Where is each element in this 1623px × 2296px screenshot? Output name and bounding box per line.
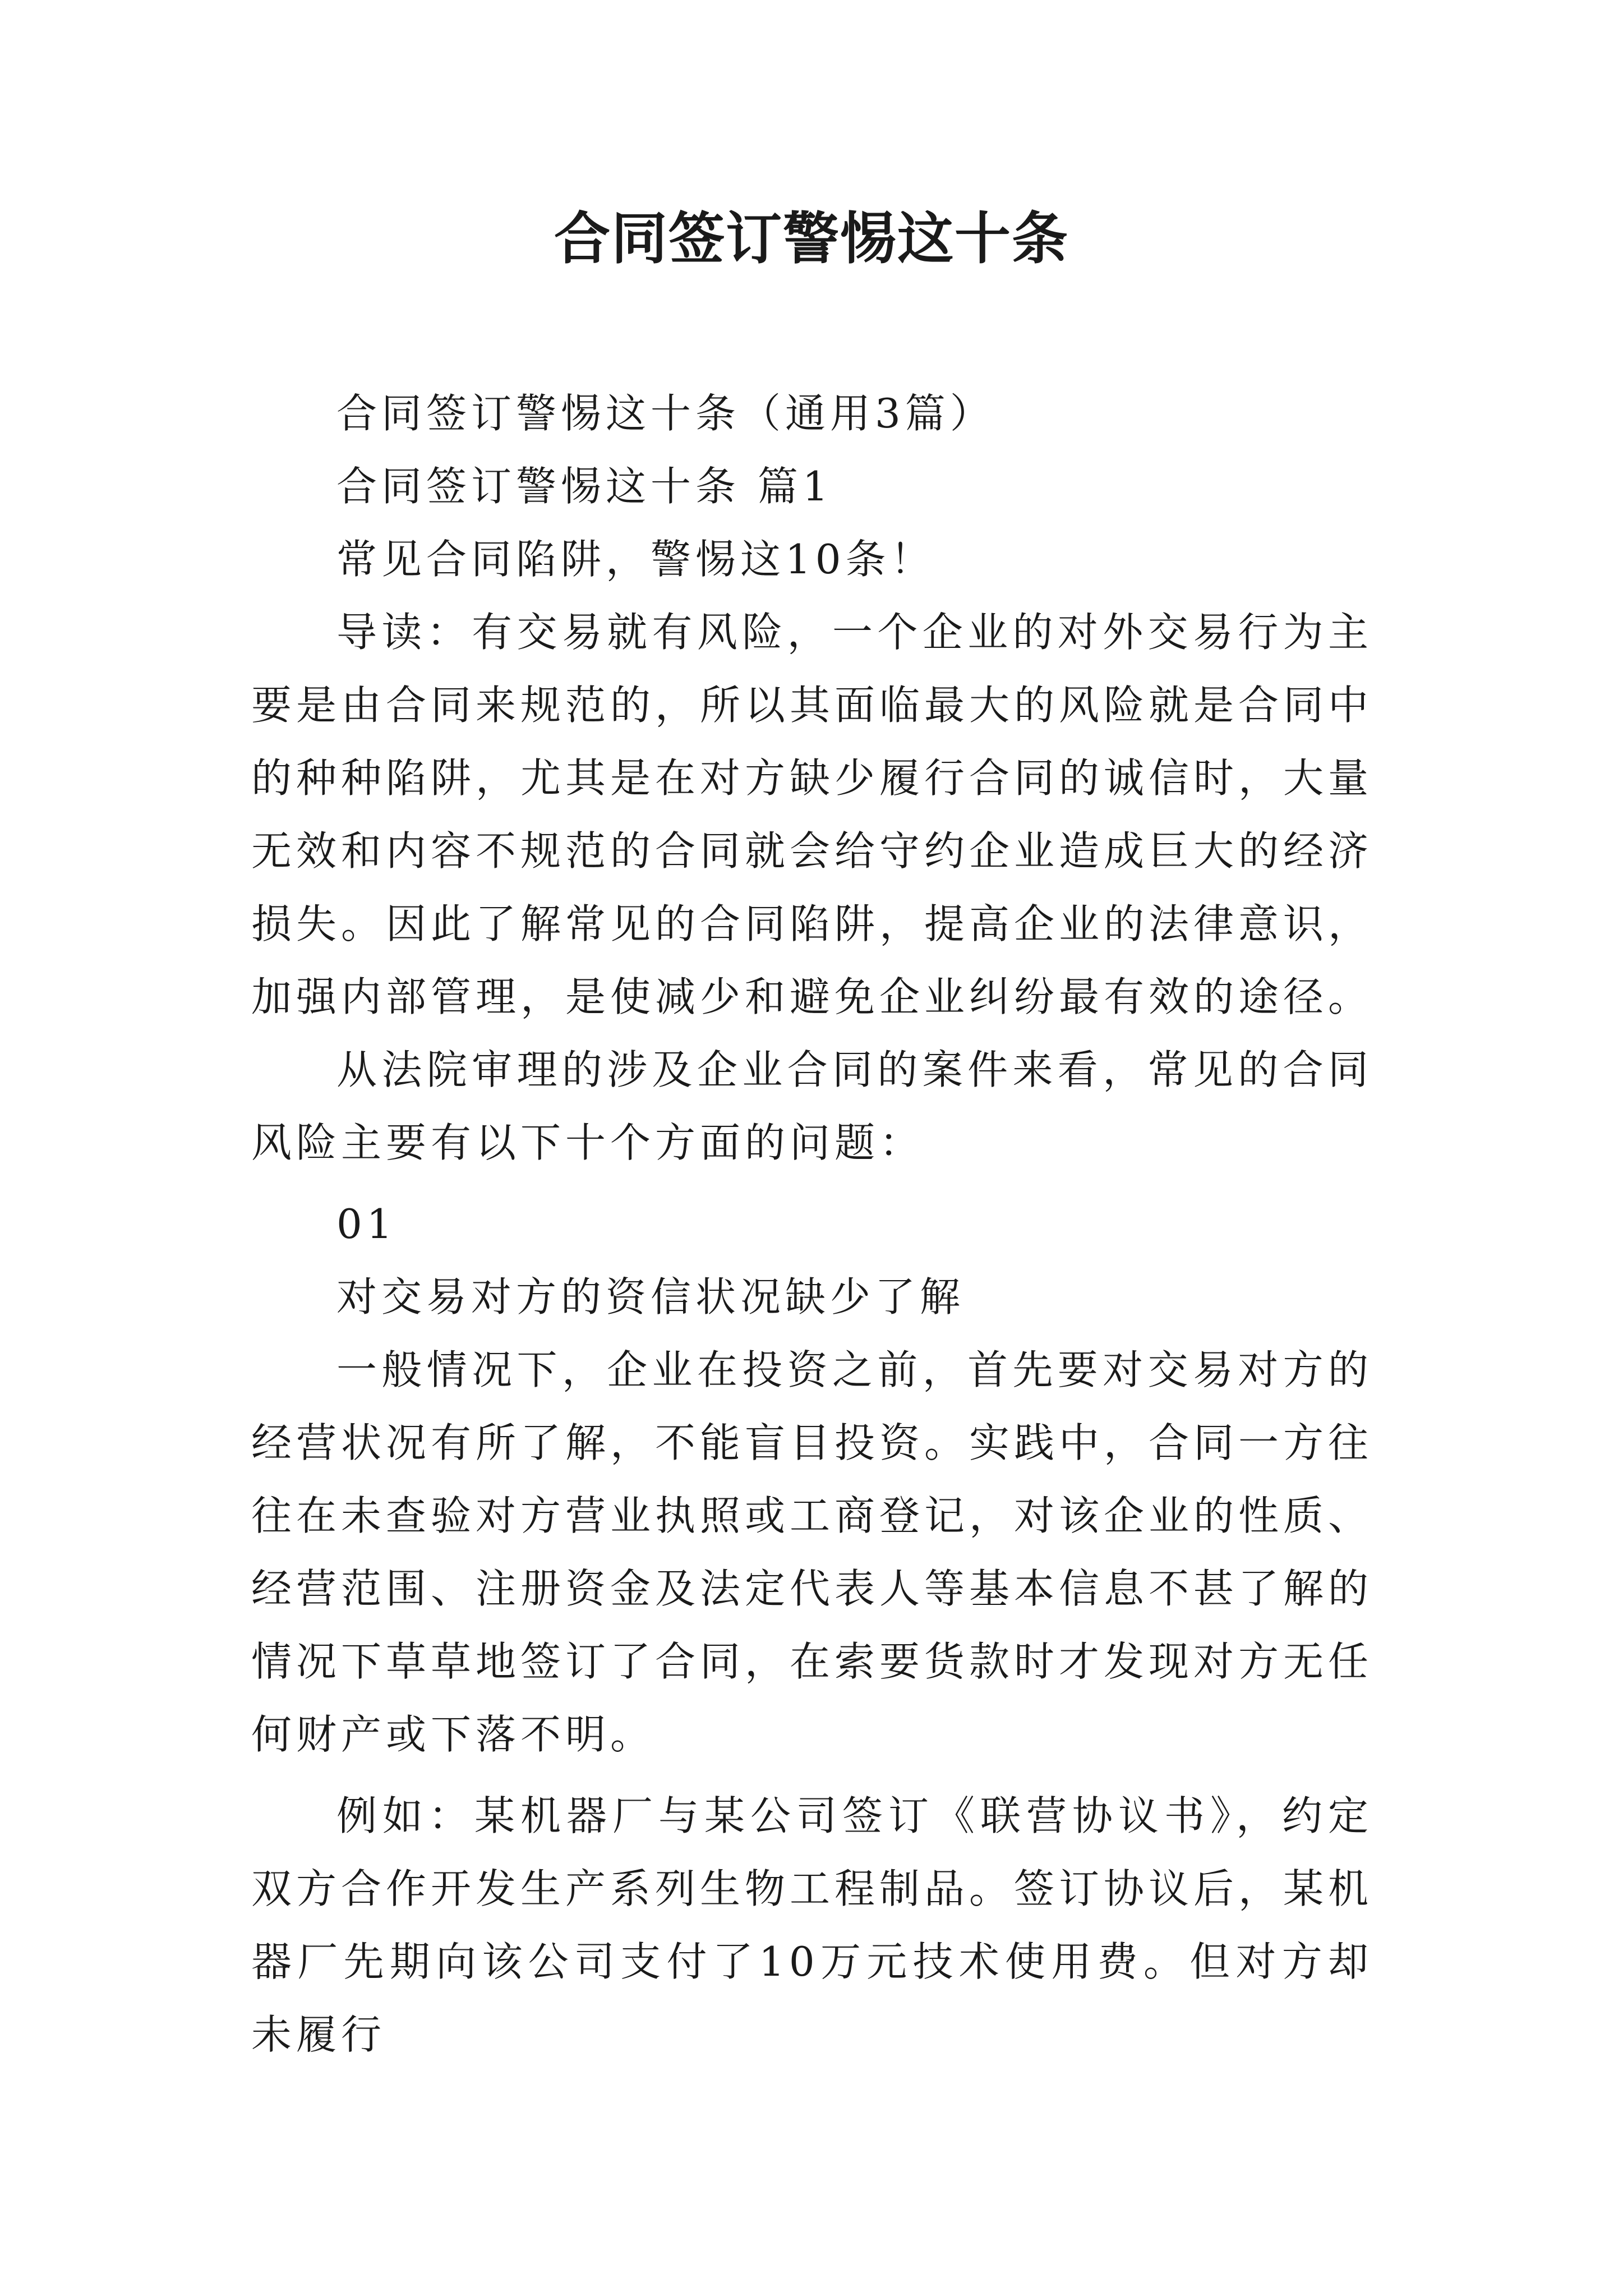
- body-paragraph: 例如：某机器厂与某公司签订《联营协议书》，约定双方合作开发生产系列生物工程制品。签订协议后，某机器厂先期向该公司支付了10万元技术使用费。但对方却未履行: [251, 1792, 1373, 2058]
- intro-heading: 常见合同陷阱，警惕这10条！: [336, 536, 935, 583]
- document-body: [251, 377, 1373, 2071]
- section-heading: 合同签订警惕这十条 篇1: [336, 463, 833, 510]
- item-heading: 对交易对方的资信状况缺少了解: [336, 1273, 965, 1320]
- body-paragraph: 一般情况下，企业在投资之前，首先要对交易对方的经营状况有所了解，不能盲目投资。实践中，合同一方往往在未查验对方营业执照或工商登记，对该企业的性质、经营范围、注册资金及法定代表人等基本信息不甚了解的情况下草草地签订了合同，在索要货款时才发现对方无任何财产或下落不明。: [251, 1346, 1373, 1758]
- item-number: 01: [336, 1200, 397, 1248]
- body-paragraph: 从法院审理的涉及企业合同的案件来看，常见的合同风险主要有以下十个方面的问题：: [251, 1046, 1373, 1166]
- document-title: 合同签订警惕这十条: [554, 205, 1069, 272]
- body-paragraph: 导读：有交易就有风险，一个企业的对外交易行为主要是由合同来规范的，所以其面临最大的风险就是合同中的种种陷阱，尤其是在对方缺少履行合同的诚信时，大量无效和内容不规范的合同就会给守约企业造成巨大的经济损失。因此了解常见的合同陷阱，提高企业的法律意识，加强内部管理，是使减少和避免企业纠纷最有效的途径。: [251, 609, 1373, 1020]
- subtitle-paragraph: 合同签订警惕这十条（通用3篇）: [336, 390, 995, 437]
